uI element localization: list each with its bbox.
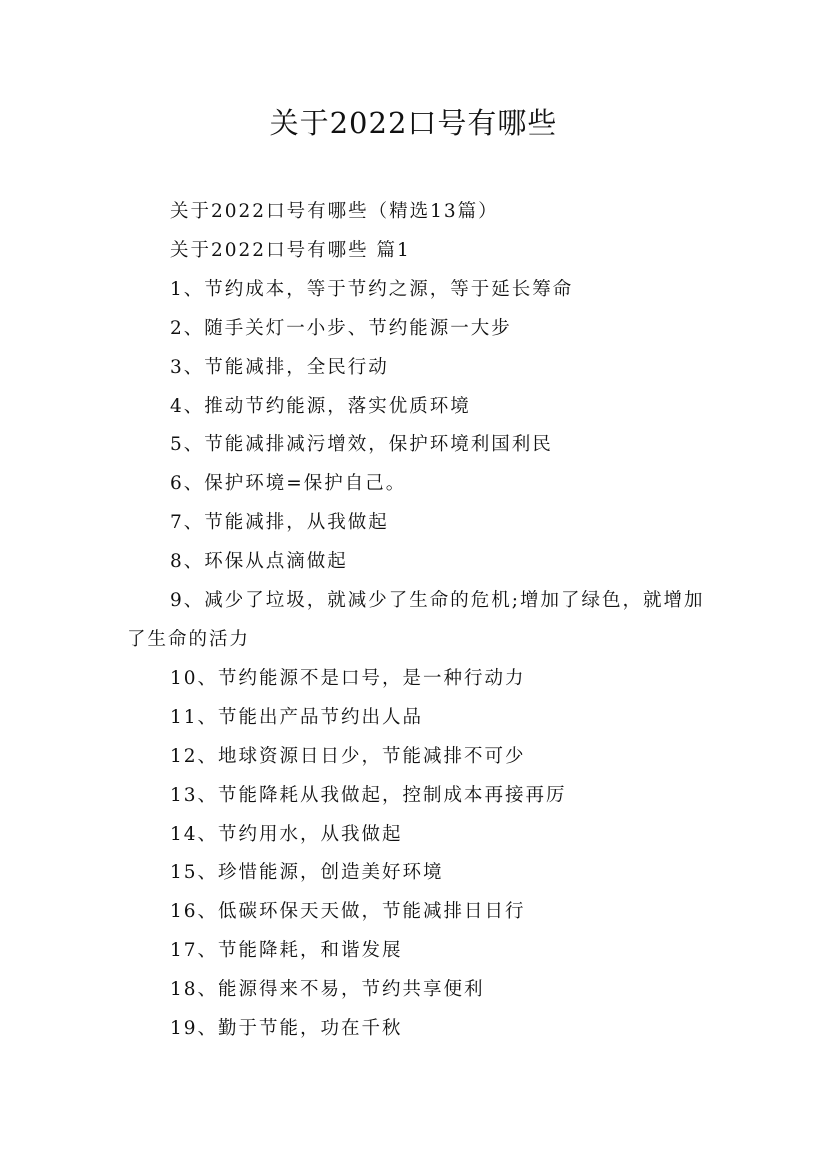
paragraph: 11、节能出产品节约出人品 xyxy=(170,706,424,728)
paragraph: 16、低碳环保天天做，节能减排日日行 xyxy=(170,901,526,923)
paragraph: 17、节能降耗，和谐发展 xyxy=(170,940,403,962)
paragraph: 8、环保从点滴做起 xyxy=(170,551,348,573)
paragraph: 14、节约用水，从我做起 xyxy=(170,823,403,845)
paragraph: 3、节能减排，全民行动 xyxy=(170,356,389,378)
paragraph: 关于2022口号有哪些（精选13篇） xyxy=(170,201,499,222)
paragraph: 2、随手关灯一小步、节约能源一大步 xyxy=(170,317,512,339)
paragraph: 关于2022口号有哪些 篇1 xyxy=(170,239,411,261)
paragraph: 12、地球资源日日少，节能减排不可少 xyxy=(170,745,526,767)
paragraph: 10、节约能源不是口号，是一种行动力 xyxy=(170,667,526,689)
paragraph: 13、节能降耗从我做起，控制成本再接再厉 xyxy=(170,784,567,806)
paragraph: 5、节能减排减污增效，保护环境利国利民 xyxy=(170,434,553,456)
paragraph: 15、珍惜能源，创造美好环境 xyxy=(170,862,444,884)
document-body xyxy=(127,193,717,1049)
paragraph: 4、推动节约能源，落实优质环境 xyxy=(170,395,471,417)
paragraph: 9、减少了垃圾，就减少了生命的危机;增加了绿色，就增加了生命的活力 xyxy=(127,590,705,650)
paragraph: 18、能源得来不易，节约共享便利 xyxy=(170,979,485,1001)
paragraph: 6、保护环境=保护自己。 xyxy=(170,473,407,495)
paragraph: 19、勤于节能，功在千秋 xyxy=(170,1018,403,1040)
paragraph: 1、节约成本，等于节约之源，等于延长筹命 xyxy=(170,278,574,300)
paragraph: 7、节能减排，从我做起 xyxy=(170,512,389,534)
document-title: 关于2022口号有哪些 xyxy=(269,106,558,140)
